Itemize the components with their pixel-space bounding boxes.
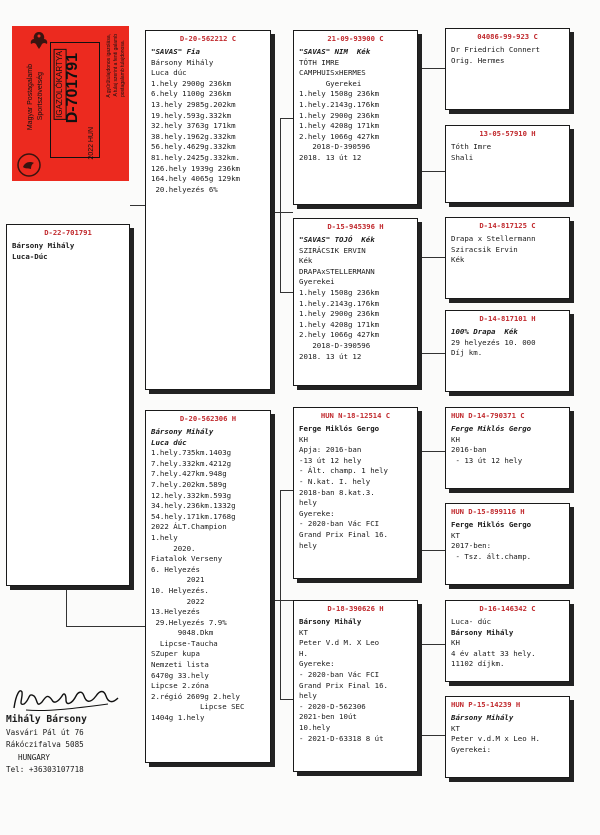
info-line: Tóth Imre <box>451 142 492 151</box>
id-card <box>12 26 129 181</box>
info-line: 11102 díjkm. <box>451 659 505 669</box>
pigeon-box-dam-sire <box>293 407 418 579</box>
info-line: - 2021-D-63318 8 út <box>299 733 384 743</box>
info-line: CAMPHUISxHERMES <box>299 68 366 78</box>
info-line: Lipcse-Taucha <box>151 638 218 648</box>
ring-number: D-15-945396 H <box>327 222 384 231</box>
card-title: IGAZOLÓKARTYA <box>54 49 67 120</box>
pigeon-box-ddd <box>445 696 570 778</box>
info-line: Díj km. <box>451 348 483 358</box>
card-org-line1: Magyar Postagalamb <box>27 64 34 131</box>
info-line: KT <box>299 627 308 637</box>
info-line: - 2020-ban Vác FCI <box>299 519 380 529</box>
info-line: 1.hely 2900g 236km <box>299 110 380 120</box>
info-line: 1.hely 1508g 236km <box>299 89 380 99</box>
info-line: 164.hely 4065g 129km <box>151 174 240 184</box>
info-line: SZuper kupa <box>151 649 200 659</box>
info-line: - Ált. champ. 1 hely <box>299 466 388 476</box>
ring-number: D-14-817125 C <box>479 221 536 230</box>
info-line: 10.hely <box>299 722 331 732</box>
connector-line <box>66 626 147 627</box>
info-line: 2021 <box>151 575 205 585</box>
info-line: Luca dúc <box>151 68 187 78</box>
ring-number: 21-09-93900 C <box>327 34 384 43</box>
info-line: Lipcse SEC <box>151 702 245 712</box>
connector-line <box>418 644 419 736</box>
info-line: Bársony Mihály <box>151 57 214 67</box>
info-line: Bársony Mihály <box>451 627 514 637</box>
connector-line <box>418 257 419 354</box>
connector-line <box>418 68 445 69</box>
info-line: -13 út 12 hely <box>299 455 362 465</box>
info-line: hely <box>299 540 317 550</box>
info-line: Grand Prix Final 16. <box>299 529 388 539</box>
ring-number: 04086-99-923 C <box>477 32 538 41</box>
card-note-line2: A tulaj szerint a fenti galamb <box>113 34 119 97</box>
pigeon-box-dds <box>445 600 570 682</box>
pigeon-box-ssd <box>445 125 570 203</box>
info-line: Gyereke: <box>299 508 335 518</box>
connector-line <box>66 585 67 627</box>
info-line: 2021-ben 10út <box>299 712 357 722</box>
info-line: 1404g 1.hely <box>151 713 205 723</box>
info-line: 10. Helyezés. <box>151 585 209 595</box>
card-note-line3: postagalamb tulajdonosa. <box>120 40 126 97</box>
info-line: Bársony Mihály <box>299 617 362 626</box>
connector-line <box>418 171 445 172</box>
pigeon-box-dss <box>445 407 570 489</box>
info-line: Peter V.d M. X Leo <box>299 638 380 648</box>
info-line: 2022 ÁLT.Champion <box>151 522 227 532</box>
info-line: "SAVAS" Fia <box>151 47 200 56</box>
info-line: KH <box>299 434 308 444</box>
ring-number: HUN D-15-899116 H <box>451 507 525 516</box>
connector-line <box>418 451 419 551</box>
info-line: Dr Friedrich Connert <box>451 45 540 54</box>
info-line: Shali <box>451 152 474 162</box>
info-line: TÓTH IMRE <box>299 57 340 67</box>
pigeon-box-sire <box>145 30 271 390</box>
info-line: 1.hely 4208g 171km <box>299 319 380 329</box>
ring-number: D-14-817101 H <box>479 314 536 323</box>
info-line: Grand Prix Final 16. <box>299 680 388 690</box>
card-ring-number: D-701791 <box>64 53 81 124</box>
card-org-line2: Sportszövetség <box>37 72 44 121</box>
info-line: 1.hely.2143g.176km <box>299 298 380 308</box>
eagle-emblem-icon <box>28 29 50 51</box>
info-line: 7.hely.202km.589g <box>151 479 227 489</box>
connector-line <box>418 550 445 551</box>
ring-number: D-20-562212 C <box>179 34 237 43</box>
connector-line <box>280 118 293 119</box>
info-line: 19.hely.593g.332km <box>151 110 232 120</box>
card-inner-panel <box>50 42 100 158</box>
info-line: Bársony Mihály <box>151 427 214 436</box>
info-line: Fiatalok Verseny <box>151 554 223 564</box>
info-line: Nemzeti lista <box>151 660 209 670</box>
info-line: - N.kat. I. hely <box>299 476 371 486</box>
info-line: Luca-Dúc <box>12 251 48 261</box>
info-line: Peter v.d.M x Leo H. <box>451 734 540 744</box>
owner-name: Mihály Bársony <box>6 714 87 725</box>
pigeon-box-sire-sire <box>293 30 418 205</box>
info-line: hely <box>299 691 317 701</box>
connector-line <box>271 600 293 601</box>
info-line: 1.hely 4208g 171km <box>299 121 380 131</box>
info-line: 1.hely 1508g 236km <box>299 287 380 297</box>
info-line: "SAVAS" TOJÓ Kék <box>299 235 375 244</box>
info-line: 2018-D-390596 <box>299 142 371 152</box>
info-line: Drapa x Stellermann <box>451 234 536 243</box>
pigeon-box-dsd <box>445 503 570 585</box>
info-line: Bársony Mihály <box>451 713 514 722</box>
info-line: - Tsz. ált.champ. <box>451 551 532 561</box>
info-line: 7.hely.427km.948g <box>151 469 227 479</box>
info-line: 38.hely.1962g.332km <box>151 131 236 141</box>
pigeon-box-dam-dam <box>293 600 418 772</box>
info-line: Luca- dúc <box>451 617 492 626</box>
info-line: 2.hely 1066g 427km <box>299 330 380 340</box>
info-line: 13.Helyezés <box>151 607 200 617</box>
info-line: 81.hely.2425g.332km. <box>151 152 240 162</box>
info-line: hely <box>299 498 317 508</box>
info-line: 2020. <box>151 543 196 553</box>
pigeon-box-sdd <box>445 310 570 392</box>
ring-number: D-20-562306 H <box>179 414 237 423</box>
ring-number: D-22-701791 <box>44 228 92 237</box>
owner-phone: Tel: +36303107718 <box>6 765 84 774</box>
pigeon-emblem-icon <box>16 152 42 178</box>
ring-number: HUN D-14-790371 C <box>451 411 525 420</box>
info-line: Ferge Miklós Gergo <box>451 424 532 433</box>
info-line: Kék <box>299 256 313 266</box>
info-line: 1.hely.2143g.176km <box>299 99 380 109</box>
info-line: 4 év alatt 33 hely. <box>451 648 536 658</box>
info-line: 1.hely 2900g 236km <box>151 78 232 88</box>
info-line: Lipcse 2.zóna <box>151 681 209 691</box>
info-line: "SAVAS" NIM Kék <box>299 47 371 56</box>
info-line: Ferge Miklós Gergo <box>299 424 380 433</box>
connector-line <box>418 644 445 645</box>
info-line: 7.hely.332km.4212g <box>151 458 232 468</box>
owner-address-2: Rákóczifalva 5085 <box>6 740 84 749</box>
owner-country: HUNGARY <box>18 752 51 762</box>
info-line: 2022 <box>151 596 205 606</box>
info-line: KH <box>451 638 460 648</box>
info-line: - 13 út 12 hely <box>451 455 523 465</box>
info-line: 1.hely <box>151 532 178 542</box>
connector-line <box>418 451 445 452</box>
pigeon-box-sss <box>445 28 570 110</box>
info-line: 56.hely.4629g.332km <box>151 142 236 152</box>
connector-line <box>280 292 293 293</box>
info-line: Apja: 2016-ban <box>299 445 362 455</box>
info-line: 32.hely 3763g 171km <box>151 121 236 131</box>
info-line: 1.hely 2900g 236km <box>299 309 380 319</box>
info-line: Bársony Mihály <box>12 241 75 250</box>
info-line: KT <box>451 530 460 540</box>
owner-address-1: Vasvári Pál út 76 <box>6 727 84 737</box>
pigeon-box-sire-dam <box>293 218 418 386</box>
owner-block <box>6 714 87 777</box>
info-line: 1.hely.735km.1403g <box>151 448 232 458</box>
pigeon-box-sds <box>445 217 570 299</box>
card-year: 2022 <box>88 144 95 160</box>
info-line: DRAPAxSTELLERMANN <box>299 266 375 276</box>
info-line: 6. Helyezés <box>151 564 200 574</box>
info-line: - 2020-D-562306 <box>299 701 366 711</box>
info-line: 2018-ban 8.kat.3. <box>299 487 375 497</box>
info-line: Sziracsik Ervin <box>451 244 518 254</box>
info-line: 2018. 13 út 12 <box>299 152 362 162</box>
info-line: Gyereke: <box>299 659 335 669</box>
info-line: 29.Helyezés 7.9% <box>151 617 227 627</box>
info-line: Gyerekei: <box>451 744 492 754</box>
info-line: 54.hely.171km.1768g <box>151 511 236 521</box>
info-line: Gyerekei <box>299 277 335 287</box>
info-line: Kék <box>451 255 465 265</box>
pigeon-box-subject <box>6 224 130 586</box>
pigeon-box-dam <box>145 410 271 763</box>
connector-line <box>418 735 445 736</box>
info-line: 6470g 33.hely <box>151 670 209 680</box>
info-line: 100% Drapa Kék <box>451 327 518 336</box>
info-line: Gyerekei <box>299 78 362 88</box>
card-note-line1: A gyűrűtulajdonos igazolása, <box>106 34 112 98</box>
info-line: - 2020-ban Vác FCI <box>299 669 380 679</box>
connector-line <box>271 212 293 213</box>
info-line: SZIRÁCSIK ERVIN <box>299 245 366 255</box>
info-line: 126.hely 1939g 236km <box>151 163 240 173</box>
card-country: HUN <box>88 127 95 143</box>
info-line: Orig. Hermes <box>451 55 505 65</box>
ring-number: 13-05-57910 H <box>479 129 536 138</box>
info-line: 2018. 13 út 12 <box>299 351 362 361</box>
info-line: 9048.Dkm <box>151 628 214 638</box>
connector-line <box>280 118 281 293</box>
info-line: 12.hely.332km.593g <box>151 490 232 500</box>
info-line: Luca dúc <box>151 437 187 447</box>
connector-line <box>280 490 293 491</box>
info-line: H. <box>299 648 308 658</box>
connector-line <box>418 257 445 258</box>
info-line: KT <box>451 723 460 733</box>
info-line: KH <box>451 434 460 444</box>
info-line: 13.hely 2985g.202km <box>151 99 236 109</box>
info-line: 34.hely.236km.1332g <box>151 501 236 511</box>
info-line: 29 helyezés 10. 000 <box>451 337 536 347</box>
ring-number: HUN P-15-14239 H <box>451 700 521 709</box>
ring-number: HUN N-18-12514 C <box>320 411 391 420</box>
info-line: 2016-ban <box>451 445 487 455</box>
info-line: 2018-D-390596 <box>299 340 371 350</box>
info-line: 2.hely 1066g 427km <box>299 131 380 141</box>
ring-number: D-16-146342 C <box>479 604 536 613</box>
info-line: Ferge Miklós Gergo <box>451 520 532 529</box>
connector-line <box>418 353 445 354</box>
info-line: 6.hely 1100g 236km <box>151 89 232 99</box>
connector-line <box>418 68 419 172</box>
info-line: 2.régió 2609g 2.hely <box>151 691 240 701</box>
info-line: 20.helyezés 6% <box>151 184 218 194</box>
connector-line <box>280 699 293 700</box>
ring-number: D-18-390626 H <box>327 604 384 613</box>
connector-line <box>280 490 281 700</box>
info-line: 2017-ben: <box>451 541 492 551</box>
signature-icon <box>8 682 123 716</box>
